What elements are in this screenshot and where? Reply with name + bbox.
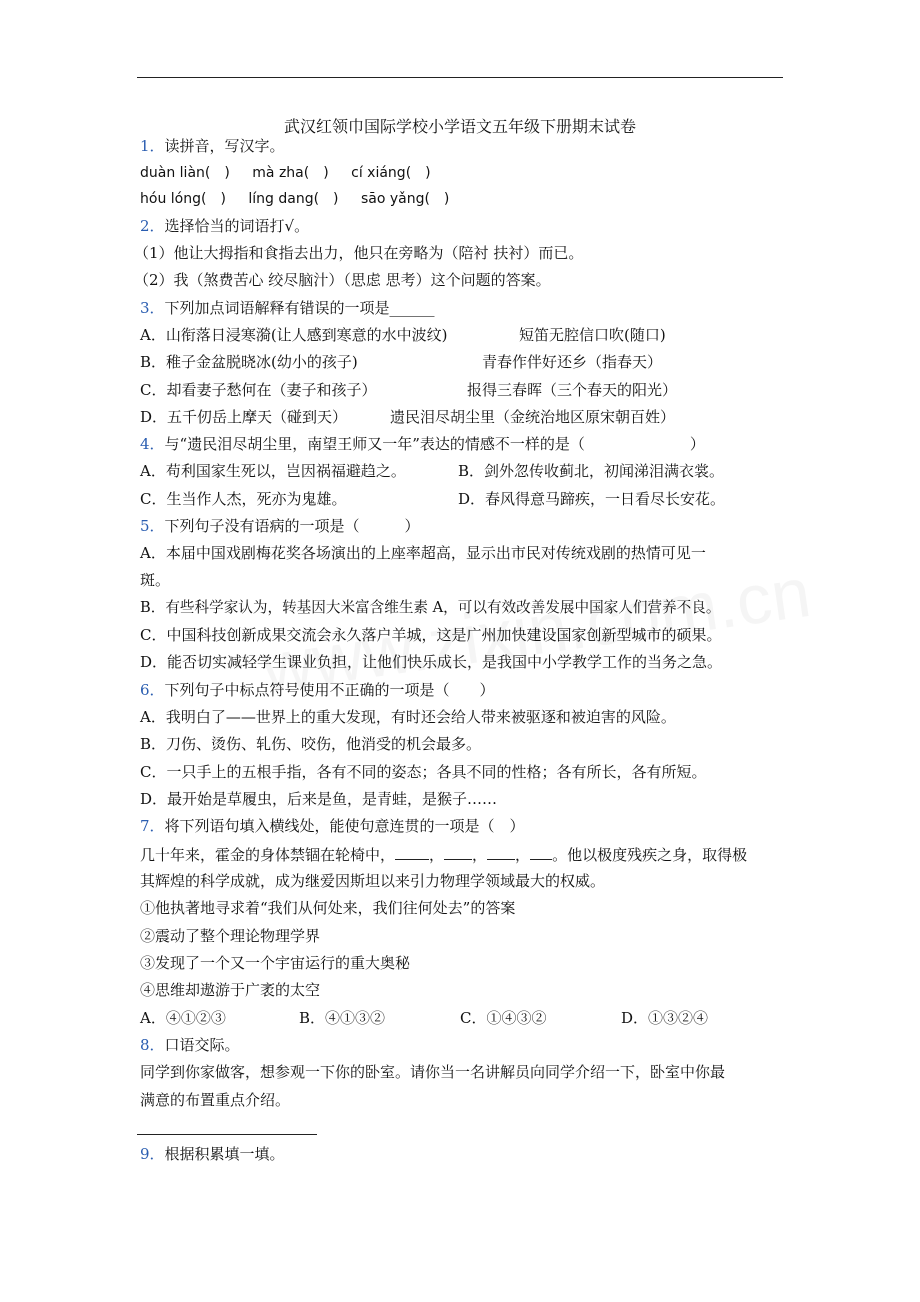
question-number: 7．	[140, 817, 165, 835]
question-3	[140, 298, 435, 318]
q3-option-d: D．五千仞岳上摩天（碰到天）	[140, 408, 348, 426]
q5-option-b: B．有些科学家认为，转基因大米富含维生素 A，可以有效改善发展中国家人们营养不良。	[140, 599, 721, 616]
pinyin-row-1	[140, 163, 431, 183]
q7-sentence-1: ①他执著地寻求着“我们从何处来，我们往何处去”的答案	[140, 899, 516, 917]
passage-text: 几十年来，霍金的身体禁锢在轮椅中，	[140, 846, 396, 864]
q7-sentence-4: ④思维却遨游于广袤的太空	[140, 981, 321, 999]
question-stem: 选择恰当的词语打√。	[164, 217, 310, 235]
q2-item-2: （2）我（煞费苦心 绞尽脑汁）（思虑 思考）这个问题的答案。	[134, 271, 551, 289]
q2-item-1: （1）他让大拇指和食指去出力，他只在旁略为（陪衬 扶衬）而已。	[134, 244, 584, 262]
question-stem: 与“遗民泪尽胡尘里，南望王师又一年”表达的情感不一样的是（ ）	[164, 435, 705, 453]
fill-blank	[487, 844, 515, 860]
question-8	[140, 1035, 240, 1055]
pinyin-item: hóu lóng( )	[140, 191, 226, 207]
q7-option-a: A．④①②③	[140, 1009, 226, 1027]
question-9	[140, 1144, 285, 1164]
question-number: 1．	[140, 137, 165, 155]
q8-prompt-line-1: 同学到你家做客，想参观一下你的卧室。请你当一名讲解员向同学介绍一下，卧室中你最	[140, 1063, 726, 1081]
question-6	[140, 680, 495, 700]
question-number: 2．	[140, 217, 165, 235]
page-title: 武汉红领巾国际学校小学语文五年级下册期末试卷	[283, 117, 636, 136]
pinyin-item: mà zha( )	[252, 165, 329, 181]
question-5	[140, 516, 420, 536]
q7-option-d: D．①③②④	[621, 1009, 709, 1027]
question-stem: 下列句子中标点符号使用不正确的一项是（ ）	[164, 681, 495, 699]
q6-option-c: C．一只手上的五根手指，各有不同的姿态；各具不同的性格；各有所长，各有所短。	[140, 763, 707, 781]
fill-blank	[444, 844, 472, 860]
pinyin-item: sāo yǎng( )	[360, 191, 450, 207]
pinyin-item: duàn liàn( )	[140, 165, 230, 181]
q3-option-c-second: 报得三春晖（三个春天的阳光）	[467, 381, 678, 399]
q4-option-c: C．生当作人杰，死亦为鬼雄。	[140, 490, 347, 508]
question-7	[140, 816, 525, 836]
q3-option-a	[140, 325, 448, 345]
q5-option-d: D．能否切实减轻学生课业负担，让他们快乐成长，是我国中小学教学工作的当务之急。	[140, 653, 723, 671]
question-stem: 下列加点词语解释有错误的一项是______	[164, 299, 435, 317]
pinyin-item: cí xiáng( )	[351, 165, 431, 181]
q7-passage-line-1	[140, 844, 747, 865]
question-number: 6．	[140, 681, 165, 699]
q4-option-a: A．苟利国家生死以，岂因祸福避趋之。	[140, 462, 406, 480]
q6-option-b: B．刀伤、烫伤、轧伤、咬伤，他消受的机会最多。	[140, 735, 482, 753]
answer-line	[137, 1134, 317, 1135]
question-number: 8．	[140, 1036, 165, 1054]
pinyin-item: líng dang( )	[248, 191, 339, 207]
passage-comma: ，	[472, 846, 488, 864]
passage-comma: ，	[429, 846, 445, 864]
question-stem: 将下列语句填入横线处，能使句意连贯的一项是（ ）	[164, 817, 525, 835]
pinyin-row-2	[140, 189, 449, 209]
question-2	[140, 216, 309, 236]
q7-option-b: B．④①③②	[299, 1009, 386, 1027]
q5-option-c: C．中国科技创新成果交流会永久落户羊城，这是广州加快建设国家创新型城市的硕果。	[140, 626, 722, 644]
q7-sentence-2: ②震动了整个理论物理学界	[140, 927, 321, 945]
question-number: 3．	[140, 299, 165, 317]
passage-comma: ，	[515, 846, 531, 864]
question-stem: 下列句子没有语病的一项是（ ）	[164, 517, 420, 535]
fill-blank	[395, 844, 429, 860]
q5-option-a-cont: 斑。	[140, 571, 171, 589]
question-number: 5．	[140, 517, 165, 535]
q5-option-a: A．本届中国戏剧梅花奖各场演出的上座率超高，显示出市民对传统戏剧的热情可见一	[140, 544, 706, 562]
q6-option-a: A．我明白了——世界上的重大发现，有时还会给人带来被驱逐和被迫害的风险。	[140, 708, 676, 726]
question-4	[140, 434, 705, 454]
q3-option-b-second: 青春作伴好还乡（指春天）	[482, 353, 663, 371]
q4-option-d: D．春风得意马蹄疾，一日看尽长安花。	[458, 490, 726, 508]
question-1	[140, 136, 285, 156]
q3-option-b: B．稚子金盆脱晓冰(幼小的孩子)	[140, 353, 358, 371]
q7-sentence-3: ③发现了一个又一个宇宙运行的重大奥秘	[140, 954, 411, 972]
passage-text: 。他以极度残疾之身，取得极	[552, 846, 748, 864]
question-stem: 口语交际。	[164, 1036, 240, 1054]
option-text: A．山衔落日浸寒漪(让人感到寒意的水中波纹)	[140, 326, 448, 344]
q8-prompt-line-2: 满意的布置重点介绍。	[140, 1091, 291, 1109]
q3-option-c: C．却看妻子愁何在（妻子和孩子）	[140, 381, 377, 399]
question-number: 9．	[140, 1145, 165, 1163]
q3-option-d-second: 遗民泪尽胡尘里（金统治地区原宋朝百姓）	[390, 408, 676, 426]
q7-passage-line-2: 其辉煌的科学成就，成为继爱因斯坦以来引力物理学领域最大的权威。	[140, 872, 606, 890]
q3-option-a-second: 短笛无腔信口吹(随口)	[519, 326, 666, 344]
q4-option-b: B．剑外忽传收蓟北，初闻涕泪满衣裳。	[458, 462, 725, 480]
question-stem: 根据积累填一填。	[164, 1145, 285, 1163]
question-number: 4．	[140, 435, 165, 453]
question-stem: 读拼音，写汉字。	[164, 137, 285, 155]
header-rule	[137, 77, 783, 78]
q6-option-d: D．最开始是草履虫，后来是鱼，是青蛙，是猴子……	[140, 790, 498, 808]
fill-blank	[530, 844, 552, 860]
q7-option-c: C．①④③②	[460, 1009, 547, 1027]
